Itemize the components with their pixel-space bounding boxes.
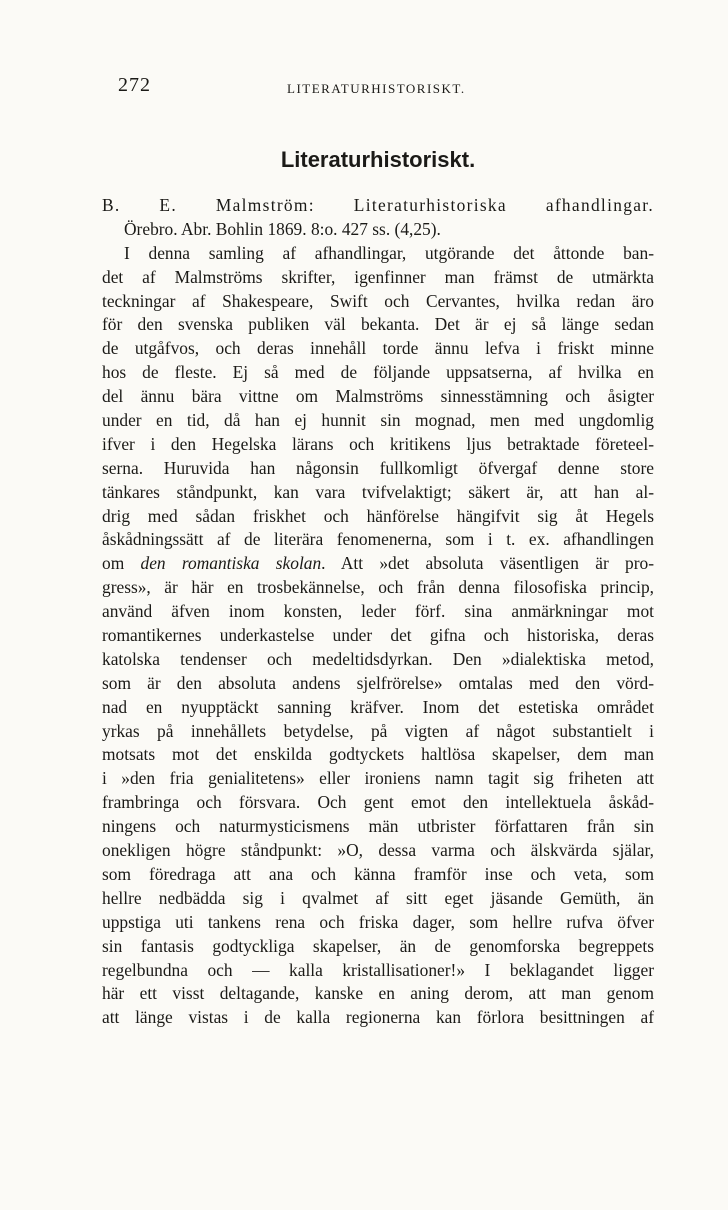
text-line: [102, 552, 654, 576]
text-line: använd äfven inom konsten, leder förf. sina anmärkningar mot: [102, 601, 654, 622]
text-line: teckningar af Shakespeare, Swift och Cervantes, hvilka redan äro: [102, 290, 654, 311]
text-line: uppstiga uti tankens rena och friska dager, som hellre rufva öfver: [102, 911, 654, 932]
text-line: I denna samling af afhandlingar, utgörande det åttonde ban-: [124, 242, 654, 263]
text-line: romantikernes underkastelse under det gifna och historiska, deras: [102, 625, 654, 646]
text-line: det af Malmströms skrifter, igenfinner man främst de utmärkta: [102, 266, 654, 287]
text-line: åskådningssätt af de literära fenomenerna, som i t. ex. afhandlingen: [102, 529, 654, 550]
text-line: som är den absoluta andens sjelfrörelse» omtalas med den vörd-: [102, 672, 654, 693]
text-line: del ännu bära vittne om Malmströms sinnesstämning och åsigter: [102, 386, 654, 407]
text-line: hos de fleste. Ej så med de följande uppsatserna, af hvilka en: [102, 362, 654, 383]
text-line: ningens och naturmysticismens män utbrister författaren från sin: [102, 816, 654, 837]
page-number: 272: [118, 74, 151, 96]
text-line: hellre nedbädda sig i qvalmet af sitt eget jäsande Gemüth, än: [102, 887, 654, 908]
text-line: regelbundna och — kalla kristallisationer!» I beklagandet ligger: [102, 959, 654, 980]
text-line: nad en nyupptäckt sanning kräfver. Inom det estetiska området: [102, 696, 654, 717]
running-header: LITERATURHISTORISKT.: [287, 81, 466, 96]
text-line: serna. Huruvida han någonsin fullkomligt öfvergaf denne store: [102, 457, 654, 478]
text-line: onekligen högre ståndpunkt: »O, dessa varma och älskvärda själar,: [102, 840, 654, 861]
text-line: yrkas på innehållets betydelse, på vigten af något substantielt i: [102, 720, 654, 741]
text-line: gress», är här en trosbekännelse, och från denna filosofiska princip,: [102, 577, 654, 598]
section-title: Literaturhistoriskt.: [280, 147, 476, 172]
text-line: ifver i den Hegelska lärans och kritikens ljus betraktade företeel-: [102, 433, 654, 454]
text-line: i »den fria genialitetens» eller ironiens namn tagit sig friheten att: [102, 768, 654, 789]
text-line: motsats mot det enskilda godtyckets haltlösa skapelser, dem man: [102, 744, 654, 765]
citation-line: B. E. Malmström: Literaturhistoriska afhandlingar.: [102, 195, 654, 215]
text-line: sin fantasis godtyckliga skapelser, än de genomforska begreppets: [102, 935, 654, 956]
italic-title: den romantiska skolan: [140, 553, 322, 574]
text-line: drig med sådan friskhet och hänförelse hängifvit sig åt Hegels: [102, 505, 654, 526]
text-line: för den svenska publiken väl bekanta. Det är ej så länge sedan: [102, 314, 654, 335]
text-line: att länge vistas i de kalla regionerna kan förlora besittningen af: [102, 1007, 654, 1028]
text-line: som föredraga att ana och känna framför inse och veta, som: [102, 863, 654, 884]
citation-line: Örebro. Abr. Bohlin 1869. 8:o. 427 ss. (4,25).: [124, 218, 441, 239]
text-line: tänkares ståndpunkt, kan vara tvifvelaktigt; säkert är, att han al-: [102, 481, 654, 502]
article-text: [102, 194, 654, 1030]
text-line: katolska tendenser och medeltidsdyrkan. Den »dialektiska metod,: [102, 648, 654, 669]
text-line: här ett visst deltagande, kanske en aning derom, att man genom: [102, 983, 654, 1004]
text-fragment: . Att »det absoluta väsentligen är pro-: [321, 553, 654, 574]
text-line: de utgåfvos, och deras innehåll torde ännu lefva i friskt minne: [102, 338, 654, 359]
text-line: under en tid, då han ej hunnit sin mognad, men med ungdomlig: [102, 410, 654, 431]
text-fragment: om: [102, 553, 141, 574]
text-line: frambringa och försvara. Och gent emot den intellektuela åskåd-: [102, 792, 654, 813]
